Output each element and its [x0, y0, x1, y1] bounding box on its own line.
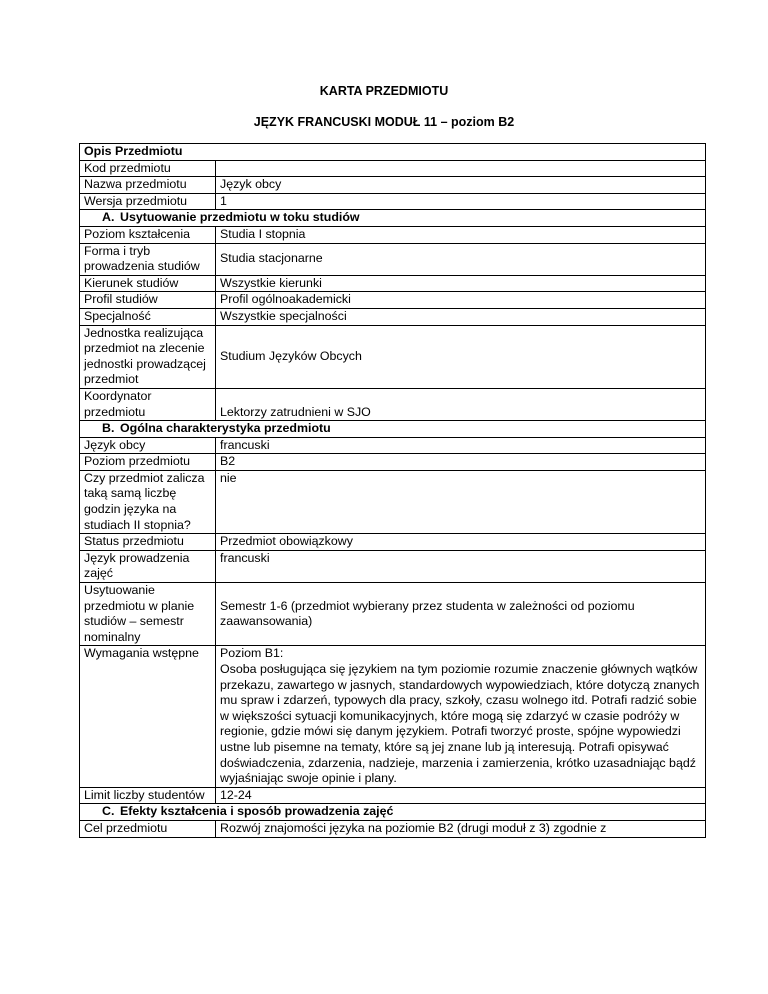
table-row [80, 646, 706, 787]
row-label: Koordynator przedmiotu [80, 388, 216, 420]
table-row [80, 454, 706, 471]
row-label: Język prowadzenia zajęć [80, 550, 216, 582]
table-row [80, 437, 706, 454]
table-row [80, 325, 706, 388]
table-row [80, 470, 706, 533]
row-value: 12-24 [216, 787, 706, 804]
section-header-row [80, 804, 706, 821]
row-value: Studia stacjonarne [216, 243, 706, 275]
row-value: Studium Języków Obcych [216, 325, 706, 388]
row-label: Forma i tryb prowadzenia studiów [80, 243, 216, 275]
row-label: Status przedmiotu [80, 534, 216, 551]
section-b-header [80, 421, 706, 438]
row-value: B2 [216, 454, 706, 471]
table-row [80, 177, 706, 194]
row-value: Studia I stopnia [216, 226, 706, 243]
requirements-level: Poziom B1: [220, 646, 284, 661]
row-label: Język obcy [80, 437, 216, 454]
row-label: Specjalność [80, 308, 216, 325]
section-a-header [80, 210, 706, 227]
row-value [216, 646, 706, 787]
row-value: francuski [216, 550, 706, 582]
section-letter: A. [102, 210, 115, 225]
row-value: Semestr 1-6 (przedmiot wybierany przez studenta w zależności od poziomu zaawansowania) [216, 583, 706, 646]
document-title: KARTA PRZEDMIOTU [319, 84, 449, 98]
row-label: Wymagania wstępne [80, 646, 216, 787]
table-row [80, 388, 706, 420]
section-title: Usytuowanie przedmiotu w toku studiów [120, 210, 360, 225]
row-value: Rozwój znajomości języka na poziomie B2 (drugi moduł z 3) zgodnie z [216, 820, 706, 837]
row-label: Profil studiów [80, 292, 216, 309]
row-value: Wszystkie specjalności [216, 308, 706, 325]
row-label: Poziom kształcenia [80, 226, 216, 243]
row-label: Cel przedmiotu [80, 820, 216, 837]
section-title: Efekty kształcenia i sposób prowadzenia zajęć [120, 804, 394, 819]
row-value: Język obcy [216, 177, 706, 194]
row-label: Nazwa przedmiotu [80, 177, 216, 194]
row-label: Limit liczby studentów [80, 787, 216, 804]
row-value: nie [216, 470, 706, 533]
section-title: Ogólna charakterystyka przedmiotu [120, 421, 331, 436]
table-header-row [80, 144, 706, 161]
row-value: Lektorzy zatrudnieni w SJO [216, 388, 706, 420]
row-label: Poziom przedmiotu [80, 454, 216, 471]
table-row [80, 243, 706, 275]
row-label: Czy przedmiot zalicza taką samą liczbę godzin języka na studiach II stopnia? [80, 470, 216, 533]
section-header-row [80, 210, 706, 227]
table-row [80, 534, 706, 551]
row-value: francuski [216, 437, 706, 454]
row-label: Usytuowanie przedmiotu w planie studiów – semestr nominalny [80, 583, 216, 646]
row-label: Jednostka realizująca przedmiot na zlecenie jednostki prowadzącej przedmiot [80, 325, 216, 388]
table-row [80, 275, 706, 292]
row-value: Profil ogólnoakademicki [216, 292, 706, 309]
table-row [80, 550, 706, 582]
row-label: Kierunek studiów [80, 275, 216, 292]
document-subtitle: JĘZYK FRANCUSKI MODUŁ 11 – poziom B2 [253, 115, 515, 129]
section-letter: B. [102, 421, 115, 436]
section-letter: C. [102, 804, 115, 819]
table-row [80, 787, 706, 804]
row-value: 1 [216, 193, 706, 210]
row-value: Przedmiot obowiązkowy [216, 534, 706, 551]
requirements-text: Osoba posługująca się językiem na tym poziomie rozumie znaczenie głównych wątków przekazu, zawartego w jasnych, standardowych wypowiedziach, które dotyczą znanych mu spraw i zdarzeń, typowych dla pracy, szkoły, czasu wolnego itd. Potrafi radzić sobie w większości sytuacji komunikacyjnych, które mogą się zdarzyć w czasie podróży w regionie, gdzie mówi się danym językiem. Potrafi tworzyć proste, spójne wypowiedzi ustne lub pisemne na tematy, które są jej znane lub ją interesują. Potrafi opisywać doświadczenia, zdarzenia, nadzieje, marzenia i zamierzenia, krótko uzasadniając bądź wyjaśniając swoje opinie i plany. [220, 662, 700, 786]
table-row [80, 193, 706, 210]
row-label: Wersja przedmiotu [80, 193, 216, 210]
section-c-header [80, 804, 706, 821]
table-row [80, 160, 706, 177]
table-row [80, 292, 706, 309]
row-value: Wszystkie kierunki [216, 275, 706, 292]
table-row [80, 226, 706, 243]
table-row [80, 820, 706, 837]
section-header-row [80, 421, 706, 438]
row-value [216, 160, 706, 177]
table-row [80, 308, 706, 325]
row-label: Kod przedmiotu [80, 160, 216, 177]
table-header: Opis Przedmiotu [80, 144, 706, 161]
course-card-table [79, 143, 706, 838]
table-row [80, 583, 706, 646]
